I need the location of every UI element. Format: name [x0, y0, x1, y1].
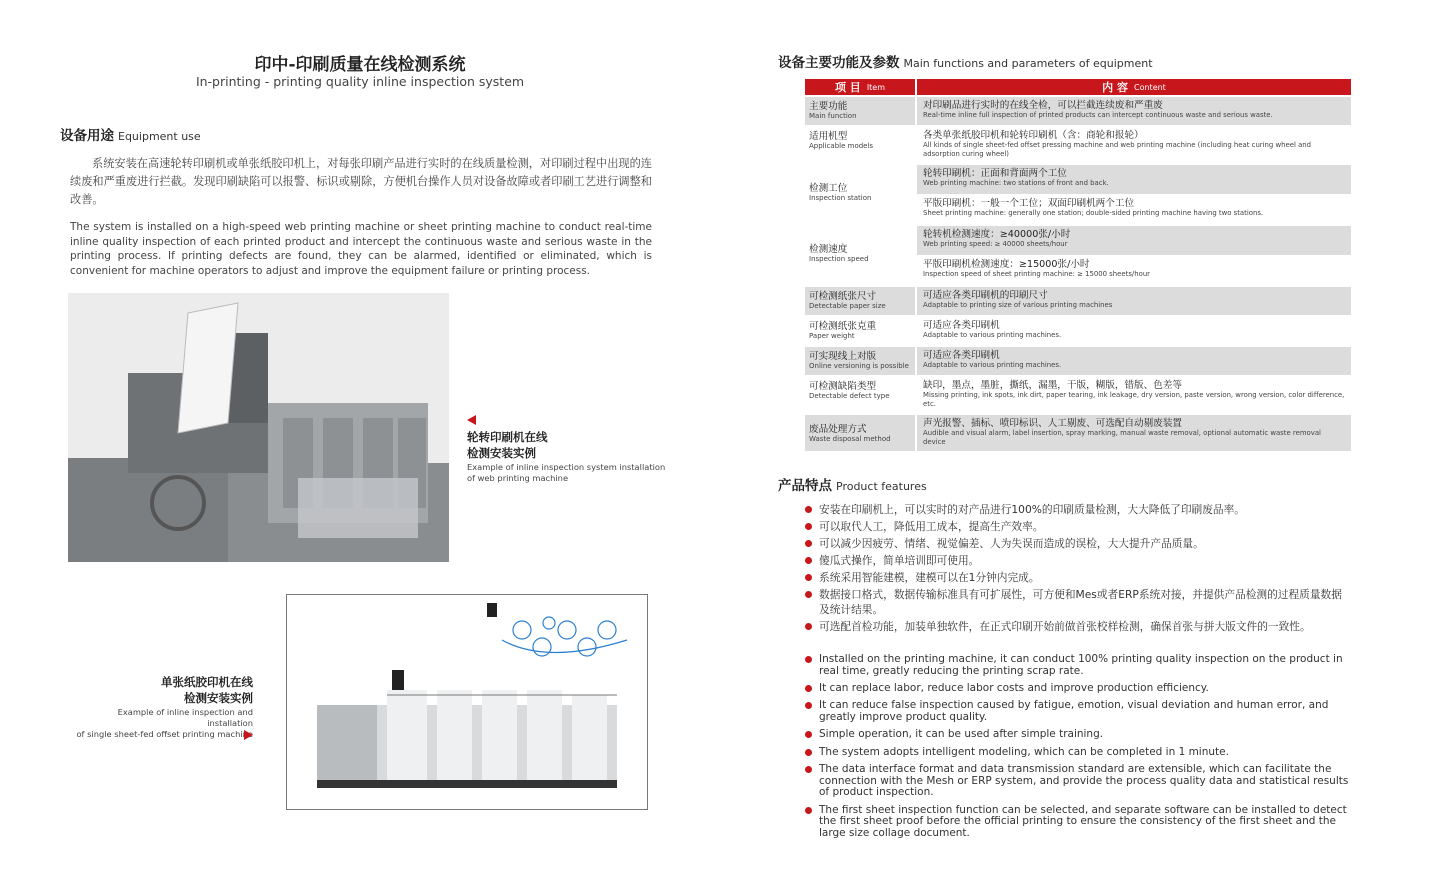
row-label-en: Paper weight: [809, 332, 855, 340]
row-label-zh: 可检测纸张克重: [809, 321, 877, 332]
row-content-en: Real-time inline full inspection of printed products can intercept continuous waste and serious waste.: [923, 111, 1273, 119]
row-content-en: All kinds of single sheet-fed offset pressing machine and web printing machine (including heat curing wheel and adsorption curing wheel): [923, 141, 1312, 158]
equipment-use-heading: [60, 124, 201, 144]
row-label-zh: 适用机型: [809, 131, 848, 142]
row-label-zh: 检测工位: [809, 183, 848, 194]
table-row: [805, 347, 1351, 375]
row-content-en: Audible and visual alarm, label insertion, spray marking, manual waste removal, optional automatic waste removal device: [923, 429, 1321, 446]
web-machine-caption-zh-line2: 检测安装实例: [467, 446, 536, 460]
sheet-machine-caption-en-line2: of single sheet-fed offset printing machine: [76, 729, 253, 739]
triangle-right-icon: [244, 730, 253, 740]
row-label-en: Inspection speed: [809, 255, 869, 263]
list-item: It can replace labor, reduce labor costs and improve production efficiency.: [805, 683, 1360, 695]
table-header-content: [917, 79, 1351, 95]
sheet-fed-offset-machine-photo: [286, 594, 648, 810]
web-machine-caption-en-line1: Example of inline inspection system installation: [467, 462, 666, 472]
row-content-zh: 缺印，墨点，墨脏，撕纸，漏墨，干版，糊版，错版、色差等: [923, 380, 1183, 391]
sheet-machine-caption-zh-line2: 检测安装实例: [184, 691, 253, 705]
list-item: 可以取代人工，降低用工成本，提高生产效率。: [805, 519, 1345, 534]
row-content: [917, 317, 1351, 345]
row-subcontent: [917, 256, 1351, 285]
row-content-en: Sheet printing machine: generally one station; double-sided printing machine having two stations.: [923, 209, 1264, 217]
triangle-left-icon: [467, 415, 476, 425]
features-list-zh: [805, 502, 1345, 636]
row-content-zh: 可适应各类印刷机的印刷尺寸: [923, 290, 1048, 301]
row-content-en: Missing printing, ink spots, ink dirt, paper tearing, ink leakage, dry version, paste version, wrong version, color difference, etc.: [923, 391, 1345, 408]
list-item: 系统采用智能建模，建模可以在1分钟内完成。: [805, 570, 1345, 585]
row-content-zh: 可适应各类印刷机: [923, 320, 1000, 331]
features-heading: [778, 474, 927, 494]
table-row: [805, 97, 1351, 125]
row-label-en: Detectable paper size: [809, 302, 886, 310]
row-content-en: Web printing machine: two stations of front and back.: [923, 179, 1109, 187]
row-content-en: Adaptable to printing size of various printing machines: [923, 301, 1113, 309]
list-item: Simple operation, it can be used after simple training.: [805, 729, 1360, 741]
list-item: 可选配首检功能，加装单独软件，在正式印刷开始前做首张校样检测，确保首张与拼大版文件的一致性。: [805, 619, 1345, 634]
row-label-zh: 可检测缺陷类型: [809, 381, 877, 392]
row-content-zh: 可适应各类印刷机: [923, 350, 1000, 361]
features-heading-en: Product features: [836, 480, 927, 493]
list-item: Installed on the printing machine, it can conduct 100% printing quality inspection on the product in real time, greatly reducing the printing scrap rate.: [805, 654, 1360, 677]
row-content-zh: 对印刷品进行实时的在线全检，可以拦截连续废和严重废: [923, 100, 1163, 111]
row-label-zh: 主要功能: [809, 101, 848, 112]
table-row: [805, 377, 1351, 413]
features-list-en: [805, 654, 1360, 845]
row-label-en: Inspection station: [809, 194, 872, 202]
row-content: [917, 226, 1351, 285]
row-content: [917, 97, 1351, 125]
table-header-content-en: Content: [1134, 82, 1166, 92]
list-item: 傻瓜式操作，简单培训即可使用。: [805, 553, 1345, 568]
table-row: [805, 226, 1351, 285]
row-label: [805, 415, 915, 451]
list-item: It can reduce false inspection caused by fatigue, emotion, visual deviation and human error, and greatly improve product quality.: [805, 700, 1360, 723]
table-header-item-zh: 项 目: [834, 81, 861, 94]
row-content: [917, 165, 1351, 224]
row-content: [917, 415, 1351, 451]
parameters-heading-en: Main functions and parameters of equipment: [903, 57, 1153, 70]
row-label: [805, 347, 915, 375]
equipment-use-heading-zh: 设备用途: [60, 128, 114, 144]
row-content-en: Adaptable to various printing machines.: [923, 331, 1062, 339]
parameters-heading-zh: 设备主要功能及参数: [778, 55, 900, 71]
row-label: [805, 226, 915, 285]
list-item: The system adopts intelligent modeling, which can be completed in 1 minute.: [805, 747, 1360, 759]
row-label: [805, 165, 915, 224]
web-printing-machine-photo: [68, 293, 449, 562]
page-subtitle: In-printing - printing quality inline inspection system: [195, 74, 525, 89]
parameters-heading: [778, 51, 1153, 71]
row-content-en: Web printing speed: ≥ 40000 sheets/hour: [923, 240, 1068, 248]
row-label: [805, 127, 915, 163]
row-label-zh: 废品处理方式: [809, 424, 867, 435]
row-label: [805, 97, 915, 125]
sheet-machine-caption-zh: [100, 674, 253, 706]
row-content: [917, 287, 1351, 315]
row-content-zh: 声光报警、插标、喷印标识、人工剔废、可选配自动剔废装置: [923, 418, 1183, 429]
row-content-en: Adaptable to various printing machines.: [923, 361, 1062, 369]
features-heading-zh: 产品特点: [778, 478, 832, 494]
table-header-item-en: Item: [866, 82, 886, 92]
row-content: [917, 377, 1351, 413]
sheet-machine-caption-en: [70, 707, 253, 740]
row-subcontent: [917, 195, 1351, 224]
row-content-zh: 各类单张纸胶印机和轮转印刷机（含：商轮和报轮）: [923, 130, 1144, 141]
equipment-use-text-en: The system is installed on a high-speed web printing machine or sheet printing machine to conduct real-time inline quality inspection of each printed product and intercept the continuous waste and serious waste in the printing process. If printing defects are found, they can be alarmed, identified or eliminated, which is convenient for machine operators to adjust and improve the equipment failure or printing process.: [70, 221, 652, 277]
table-row: [805, 287, 1351, 315]
table-row: [805, 415, 1351, 451]
list-item: 安装在印刷机上，可以实时的对产品进行100%的印刷质量检测，大大降低了印刷废品率。: [805, 502, 1345, 517]
row-content-zh: 轮转机检测速度：≥40000张/小时: [923, 229, 1071, 240]
row-content-zh: 平版印刷机检测速度：≥15000张/小时: [923, 259, 1090, 270]
row-subcontent: [917, 226, 1351, 255]
row-label-zh: 检测速度: [809, 244, 848, 255]
list-item: 数据接口格式，数据传输标准具有可扩展性，可方便和Mes或者ERP系统对接，并提供产品检测的过程质量数据及统计结果。: [805, 587, 1345, 617]
row-label: [805, 287, 915, 315]
table-row: [805, 317, 1351, 345]
web-machine-caption-en-line2: of web printing machine: [467, 473, 569, 483]
row-label-en: Waste disposal method: [809, 435, 891, 443]
row-label-en: Online versioning is possible: [809, 362, 909, 370]
table-row: [805, 165, 1351, 224]
sheet-machine-caption-en-line1: Example of inline inspection and installation: [117, 707, 253, 728]
row-content-en: Inspection speed of sheet printing machine: ≥ 15000 sheets/hour: [923, 270, 1151, 278]
row-content: [917, 127, 1351, 163]
row-label-en: Detectable defect type: [809, 392, 890, 400]
equipment-use-text-zh: 系统安装在高速轮转印刷机或单张纸胶印机上，对每张印刷产品进行实时的在线质量检测，对印刷过程中出现的连续废和严重废进行拦截。发现印刷缺陷可以报警、标识或剔除，方便机台操作人员对设备故障或者印刷工艺进行调整和改善。: [70, 157, 652, 206]
row-label-en: Main function: [809, 112, 857, 120]
row-subcontent: [917, 165, 1351, 194]
row-label-zh: 可检测纸张尺寸: [809, 291, 877, 302]
table-header: [805, 79, 1351, 95]
list-item: The first sheet inspection function can be selected, and separate software can be installed to detect the first sheet proof before the official printing to ensure the consistency of the first sheet and the large size collage document.: [805, 805, 1360, 840]
sheet-machine-caption-zh-line1: 单张纸胶印机在线: [161, 675, 253, 689]
row-label: [805, 317, 915, 345]
row-content-zh: 平版印刷机：一般一个工位；双面印刷机两个工位: [923, 198, 1135, 209]
web-machine-caption-zh-line1: 轮转印刷机在线: [467, 430, 548, 444]
page-title: 印中-印刷质量在线检测系统: [254, 55, 466, 75]
table-row: [805, 127, 1351, 163]
web-machine-caption-zh: [467, 429, 607, 461]
web-machine-caption-en: [467, 462, 667, 484]
row-content-zh: 轮转印刷机：正面和背面两个工位: [923, 168, 1067, 179]
row-content: [917, 347, 1351, 375]
list-item: The data interface format and data transmission standard are extensible, which can facilitate the connection with the Mesh or ERP system, and provide the process quality data and statistical results of product inspection.: [805, 764, 1360, 799]
row-label: [805, 377, 915, 413]
table-header-content-zh: 内 容: [1102, 81, 1128, 94]
table-header-item: [805, 79, 915, 95]
row-label-en: Applicable models: [809, 142, 874, 150]
parameters-table: [805, 79, 1351, 451]
row-label-zh: 可实现线上对版: [809, 351, 877, 362]
list-item: 可以减少因疲劳、情绪、视觉偏差、人为失误而造成的误检，大大提升产品质量。: [805, 536, 1345, 551]
equipment-use-heading-en: Equipment use: [118, 130, 201, 143]
